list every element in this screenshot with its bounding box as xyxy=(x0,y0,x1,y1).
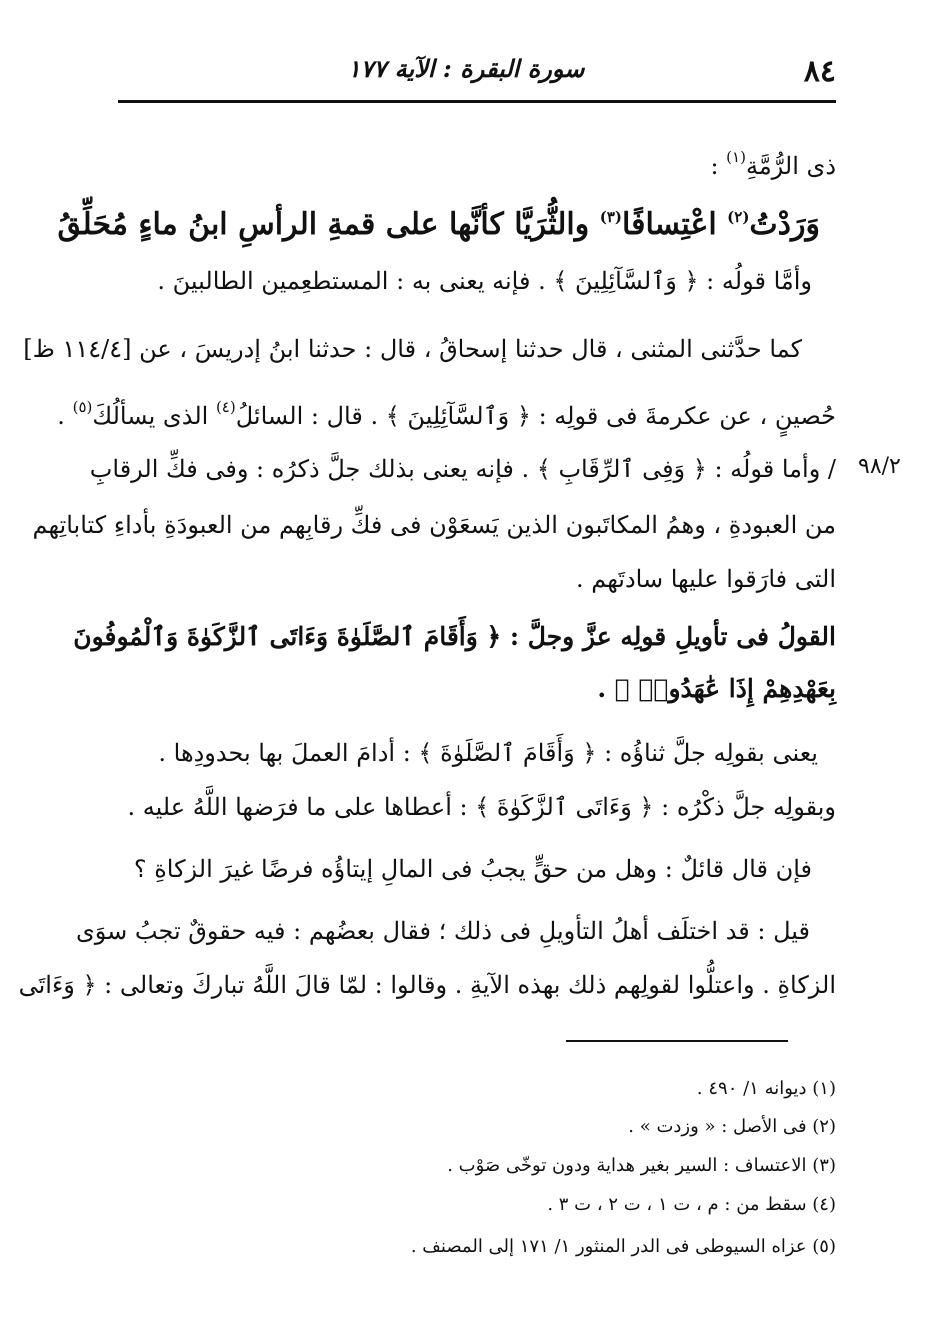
paragraph-line xyxy=(57,390,836,433)
paragraph-line: التى فارَقوا عليها سادتَهم . xyxy=(576,565,836,593)
poet-name: ذى الرُّمَّةِ xyxy=(745,152,836,180)
footnote: (٢) فى الأصل : « وزدت » . xyxy=(628,1116,836,1137)
paragraph-line: قيل : قد اختلَف أهلُ التأويلِ فى ذلك ؛ فقال بعضُهم : فيه حقوقٌ تجبُ سوَى xyxy=(76,917,810,945)
text-run: . xyxy=(57,402,65,430)
paragraph-line: وبقولِه جلَّ ذكْرُه : ﴿ وَءَاتَى ٱلزَّكَوٰةَ ﴾ : أعطاها على ما فرَضها اللَّهُ عليه . xyxy=(127,793,836,821)
poet-line xyxy=(710,140,836,183)
footnote-rule xyxy=(566,1040,788,1042)
footnote-ref-2: (٢) xyxy=(727,208,750,226)
paragraph-line: الزكاةِ . واعتلُّوا لقولِهم ذلك بهذه الآيةِ . وقالوا : لمّا قالَ اللَّهُ تباركَ وتعالى : ﴿ وَءَاتَى xyxy=(18,971,836,999)
paragraph-line: يعنى بقولِه جلَّ ثناؤُه : ﴿ وَأَقَامَ ٱلصَّلَوٰةَ ﴾ : أدامَ العملَ بها بحدودِها . xyxy=(158,739,818,767)
footnote-ref-3: (٣) xyxy=(599,208,622,226)
margin-reference: ٩٨/٢ xyxy=(858,454,901,479)
footnote: (٥) عزاه السيوطى فى الدر المنثور ١/ ١٧١ إلى المصنف . xyxy=(410,1236,836,1257)
page-number: ٨٤ xyxy=(803,54,836,89)
footnote: (٣) الاعتساف : السير بغير هداية ودون توخّى صَوْب . xyxy=(447,1155,836,1176)
paragraph-line: وأمَّا قولُه : ﴿ وَٱلسَّآئِلِينَ ﴾ . فإنه يعنى به : المستطعِمين الطالبينَ . xyxy=(157,267,812,295)
paragraph-line: كما حدَّثنى المثنى ، قال حدثنا إسحاقُ ، قال : حدثنا ابنُ إدريسَ ، عن [١١٤/٤ ظ] xyxy=(23,335,802,363)
paragraph-line: من العبودةِ ، وهمُ المكاتَبون الذين يَسعَوْن فى فكِّ رقابِهم من العبودَةِ بأداءِ كتاباتِهم xyxy=(32,511,836,539)
header-rule xyxy=(118,100,836,103)
verse-word-1: وَرَدْتُ xyxy=(749,207,820,242)
footnote-ref-5: (٥) xyxy=(72,398,93,416)
text-run: حُصينٍ ، عن عكرمةَ فى قولِه : ﴿ وَٱلسَّآئِلِينَ ﴾ . قال : السائلُ xyxy=(235,402,836,430)
text-run: الذى يسألُكَ xyxy=(92,402,209,430)
footnote-ref-1: (١) xyxy=(726,148,746,166)
poet-colon: : xyxy=(710,152,719,180)
verse-word-2: اعْتِسافًا xyxy=(622,207,717,242)
footnote: (١) ديوانه ١/ ٤٩٠ . xyxy=(696,1078,836,1099)
footnote-ref-4: (٤) xyxy=(215,398,236,416)
verse-rest: والثُّرَيَّا كأنَّها على قمةِ الرأسِ ابنُ ماءٍ مُحَلِّقُ xyxy=(57,207,590,242)
verse-line xyxy=(58,200,820,242)
section-heading: بِعَهْدِهِمْ إِذَا عَٰهَدُوا۟ ﴾ . xyxy=(597,674,836,703)
paragraph-line: فإن قال قائلٌ : وهل من حقٍّ يجبُ فى المالِ إيتاؤُه فرضًا غيرَ الزكاةِ ؟ xyxy=(133,855,812,883)
running-title: سورة البقرة : الآية ١٧٧ xyxy=(347,54,585,83)
paragraph-line: / وأما قولُه : ﴿ وَفِى ٱلرِّقَابِ ﴾ . فإنه يعنى بذلك جلَّ ذكرُه : وفى فكِّ الرقابِ xyxy=(89,455,836,483)
section-heading: القولُ فى تأويلِ قولِه عزَّ وجلَّ : ﴿ وَأَقَامَ ٱلصَّلَوٰةَ وَءَاتَى ٱلزَّكَوٰةَ وَٱلْمُوفُونَ xyxy=(73,622,836,651)
footnote: (٤) سقط من : م ، ت ١ ، ت ٢ ، ت ٣ . xyxy=(547,1194,836,1215)
